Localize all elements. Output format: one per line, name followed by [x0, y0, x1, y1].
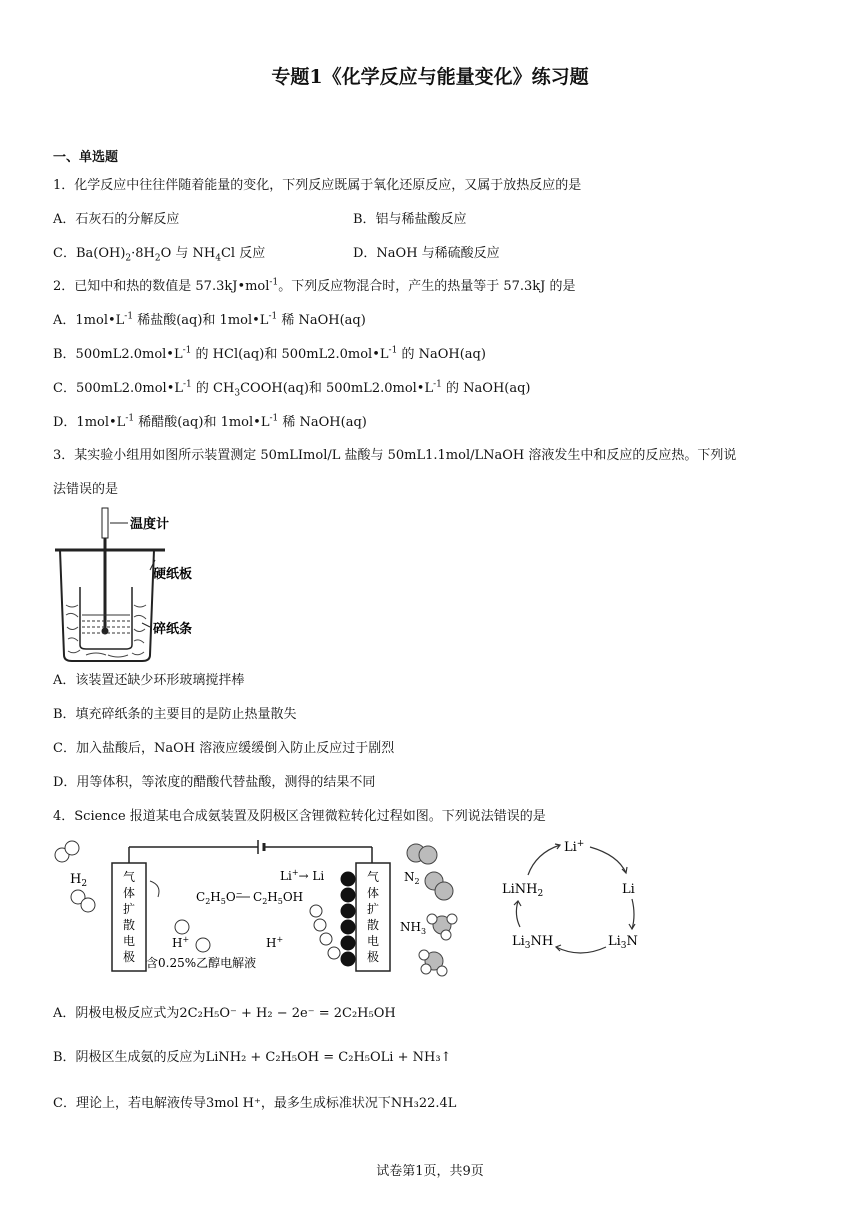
q2-option-d: D．$1mol•L^{-1}$ 稀醋酸(aq)和 $1mol•L^{-1}$ 稀 NaOH(aq)	[53, 413, 367, 430]
label-thermometer: 温度计	[130, 517, 170, 532]
label-hplus-2: H+	[266, 935, 284, 950]
page-footer: 试卷第1页，共9页	[376, 1164, 484, 1179]
label-cardboard: 硬纸板	[153, 567, 193, 582]
q1-option-d: D．NaOH 与稀硫酸反应	[353, 246, 500, 261]
cycle-li3nh: $Li_3NH$	[512, 934, 554, 951]
cycle-linh2: LiNH$_2$	[502, 882, 544, 899]
electrosynthesis-figure	[50, 835, 470, 980]
q4-stem: 4．Science 报道某电合成氨装置及阴极区含锂微粒转化过程如图。下列说法错误的是	[53, 809, 546, 824]
q3-option-c: C．加入盐酸后，NaOH 溶液应缓缓倒入防止反应过于剧烈	[53, 741, 395, 756]
q1-option-c: C．$Ba(OH)_2\cdot 8H_2O$ 与 $NH_4Cl$ 反应	[53, 246, 266, 264]
q3-option-a: A．该装置还缺少环形玻璃搅拌棒	[53, 673, 245, 688]
section-heading: 一、单选题	[53, 150, 119, 165]
label-n2: $N_2$	[404, 870, 420, 886]
outer-beaker	[60, 550, 154, 661]
cycle-li3n: $Li_3N$	[608, 934, 638, 951]
label-nh3: $NH_3$	[400, 920, 427, 936]
q4-option-b: B．阴极区生成氨的反应为LiNH₂ + C₂H₅OH = C₂H₅OLi + NH₃↑	[53, 1050, 452, 1065]
q3-option-b: B．填充碎纸条的主要目的是防止热量散失	[53, 707, 297, 722]
q3-stem-line2: 法错误的是	[53, 482, 119, 497]
q4-option-a: A．阴极电极反应式为2C₂H₅O⁻ + H₂ − 2e⁻ = 2C₂H₅OH	[53, 1006, 396, 1021]
label-anode-electrode: 气体扩散电极	[123, 870, 136, 964]
label-cathode-electrode: 气体扩散电极	[367, 870, 380, 964]
hydrogen-atoms-cathode	[310, 905, 340, 959]
q3-stem-line1: 3．某实验小组用如图所示装置测定 50mLImol/L 盐酸与 50mL1.1mol/LNaOH 溶液发生中和反应的反应热。下列说	[53, 448, 737, 463]
cycle-li: Li	[622, 882, 635, 897]
cycle-li-plus: Li+	[564, 839, 585, 855]
label-ethanol: $C_2H_5OH$	[253, 890, 304, 906]
q2-option-c: C．$500mL2.0mol•L^{-1}$ 的 $CH_3COOH(aq)$和 $500mL2.0mol•L^{-1}$ 的 NaOH(aq)	[53, 379, 531, 399]
label-electrolyte: 含0.25%乙醇电解液	[146, 956, 257, 970]
lithium-cycle-figure	[500, 835, 650, 965]
lithium-layer	[341, 872, 355, 966]
q4-option-c: C．理论上，若电解液传导3mol H⁺，最多生成标准状况下NH₃22.4L	[53, 1096, 457, 1111]
label-h2: $H_2$	[70, 872, 88, 889]
page-title: 专题1《化学反应与能量变化》练习题	[271, 66, 589, 88]
calorimeter-figure	[50, 505, 220, 665]
label-shredded-paper: 碎纸条	[153, 622, 193, 637]
q1-option-a: A．石灰石的分解反应	[53, 212, 180, 227]
label-hplus: H+	[172, 935, 190, 950]
q1-option-b: B．铝与稀盐酸反应	[353, 212, 467, 227]
label-li-plus-to-li: Li+→ Li	[280, 868, 325, 883]
q2-option-b: B．$500mL2.0mol•L^{-1}$ 的 HCl(aq)和 $500mL2.0mol•L^{-1}$ 的 NaOH(aq)	[53, 345, 486, 362]
q2-stem: 2．已知中和热的数值是 57.3kJ•mol$^{-1}$。下列反应物混合时，产生的热量等于 57.3kJ 的是	[53, 277, 576, 294]
label-ethoxide: $C_2H_5O^-$	[196, 889, 243, 906]
q2-option-a: A．$1mol•L^{-1}$ 稀盐酸(aq)和 $1mol•L^{-1}$ 稀 NaOH(aq)	[53, 311, 366, 328]
q3-option-d: D．用等体积，等浓度的醋酸代替盐酸，测得的结果不同	[53, 775, 376, 790]
q1-stem: 1．化学反应中往往伴随着能量的变化，下列反应既属于氧化还原反应，又属于放热反应的是	[53, 178, 582, 193]
